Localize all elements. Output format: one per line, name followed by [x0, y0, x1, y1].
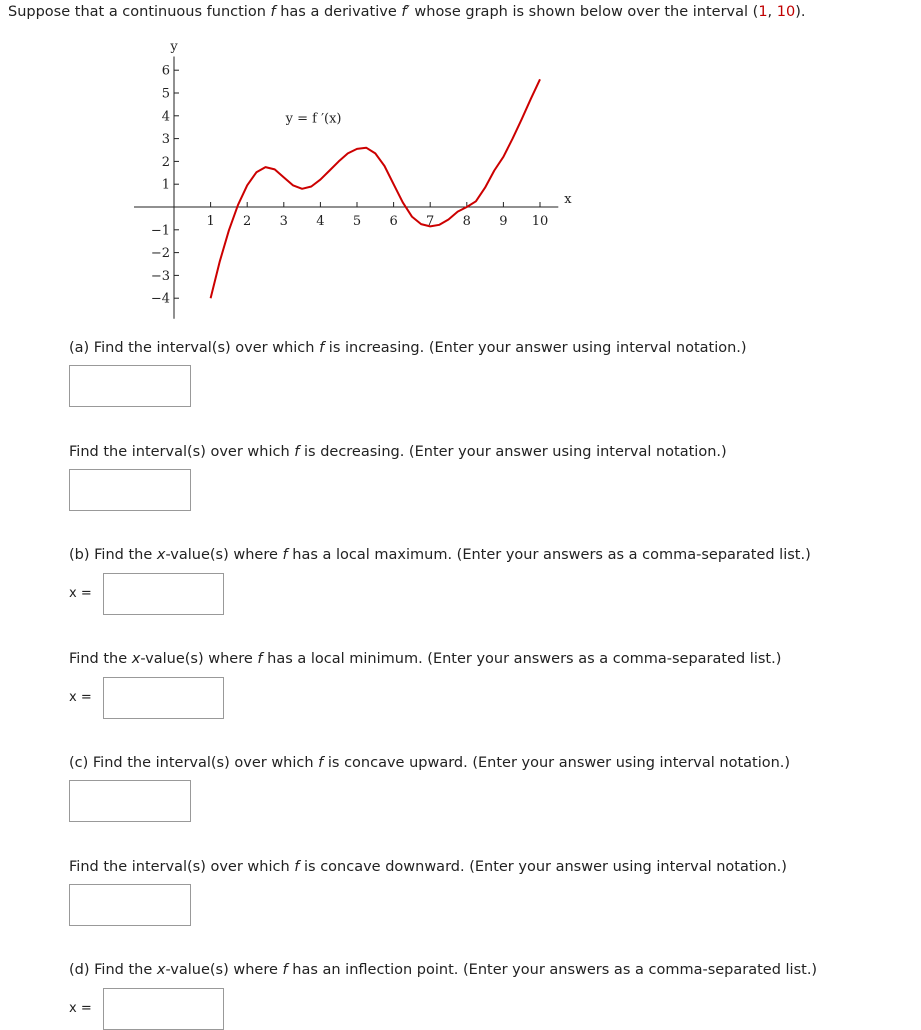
x-tick-label: 3 [279, 214, 288, 229]
function-f: f [270, 4, 276, 20]
x-tick-label: 5 [352, 214, 362, 229]
answer-concave-up-input[interactable] [69, 780, 191, 822]
tick-labels [151, 64, 548, 307]
question-b-local-min: Find the x-value(s) where f has a local minimum. (Enter your answers as a comma-separated list.) [69, 651, 782, 667]
x-tick-label: 10 [531, 214, 549, 229]
interval-end: 10 [776, 4, 796, 20]
derivative-graph [130, 36, 570, 326]
answer-local-max-input[interactable] [103, 573, 224, 615]
x-equals-label: x = [69, 690, 92, 705]
y-tick-label: 5 [161, 86, 170, 102]
x-tick-label: 9 [499, 214, 508, 229]
curve-label: y = f ′(x) [285, 111, 342, 127]
y-axis-label: y [170, 39, 178, 55]
function-fprime: f′ [401, 4, 410, 20]
question-d-inflection: (d) Find the x-value(s) where f has an inflection point. (Enter your answers as a comma-separated list.) [69, 962, 818, 978]
x-tick-label: 7 [426, 214, 435, 229]
tick-marks [174, 70, 540, 298]
x-tick-label: 1 [206, 214, 215, 229]
interval-start: 1 [758, 4, 768, 20]
y-tick-label: −3 [150, 268, 170, 284]
x-equals-label: x = [69, 1001, 92, 1016]
axes [134, 57, 558, 319]
y-tick-label: −1 [150, 223, 170, 239]
y-tick-label: 1 [161, 177, 170, 193]
y-tick-label: 4 [161, 109, 170, 125]
answer-concave-down-input[interactable] [69, 884, 191, 926]
x-axis-label: x [564, 192, 572, 207]
y-tick-label: 6 [161, 63, 170, 79]
question-c-concave-down: Find the interval(s) over which f is concave downward. (Enter your answer using interval notation.) [69, 859, 787, 875]
answer-local-min-input[interactable] [103, 677, 224, 719]
y-tick-label: 2 [161, 154, 170, 170]
y-tick-label: −2 [150, 246, 170, 262]
answer-decreasing-input[interactable] [69, 469, 191, 511]
y-tick-label: 3 [161, 132, 170, 148]
question-a-decreasing: Find the interval(s) over which f is decreasing. (Enter your answer using interval notation.) [69, 444, 727, 460]
y-tick-label: −4 [150, 291, 170, 307]
x-tick-label: 4 [316, 214, 325, 229]
x-tick-label: 6 [389, 214, 398, 229]
answer-inflection-input[interactable] [103, 988, 224, 1030]
x-tick-label: 8 [462, 214, 471, 229]
x-tick-label: 2 [243, 214, 252, 229]
question-c-concave-up: (c) Find the interval(s) over which f is concave upward. (Enter your answer using interval notation.) [69, 755, 791, 771]
question-b-local-max: (b) Find the x-value(s) where f has a local maximum. (Enter your answers as a comma-separated list.) [69, 547, 811, 563]
question-a-increasing: (a) Find the interval(s) over which f is increasing. (Enter your answer using interval notation.) [69, 340, 747, 356]
derivative-curve [211, 79, 540, 298]
x-equals-label: x = [69, 586, 92, 601]
problem-statement: Suppose that a continuous function f has a derivative f′ whose graph is shown below over the interval (1, 10). [8, 4, 806, 20]
answer-increasing-input[interactable] [69, 365, 191, 407]
